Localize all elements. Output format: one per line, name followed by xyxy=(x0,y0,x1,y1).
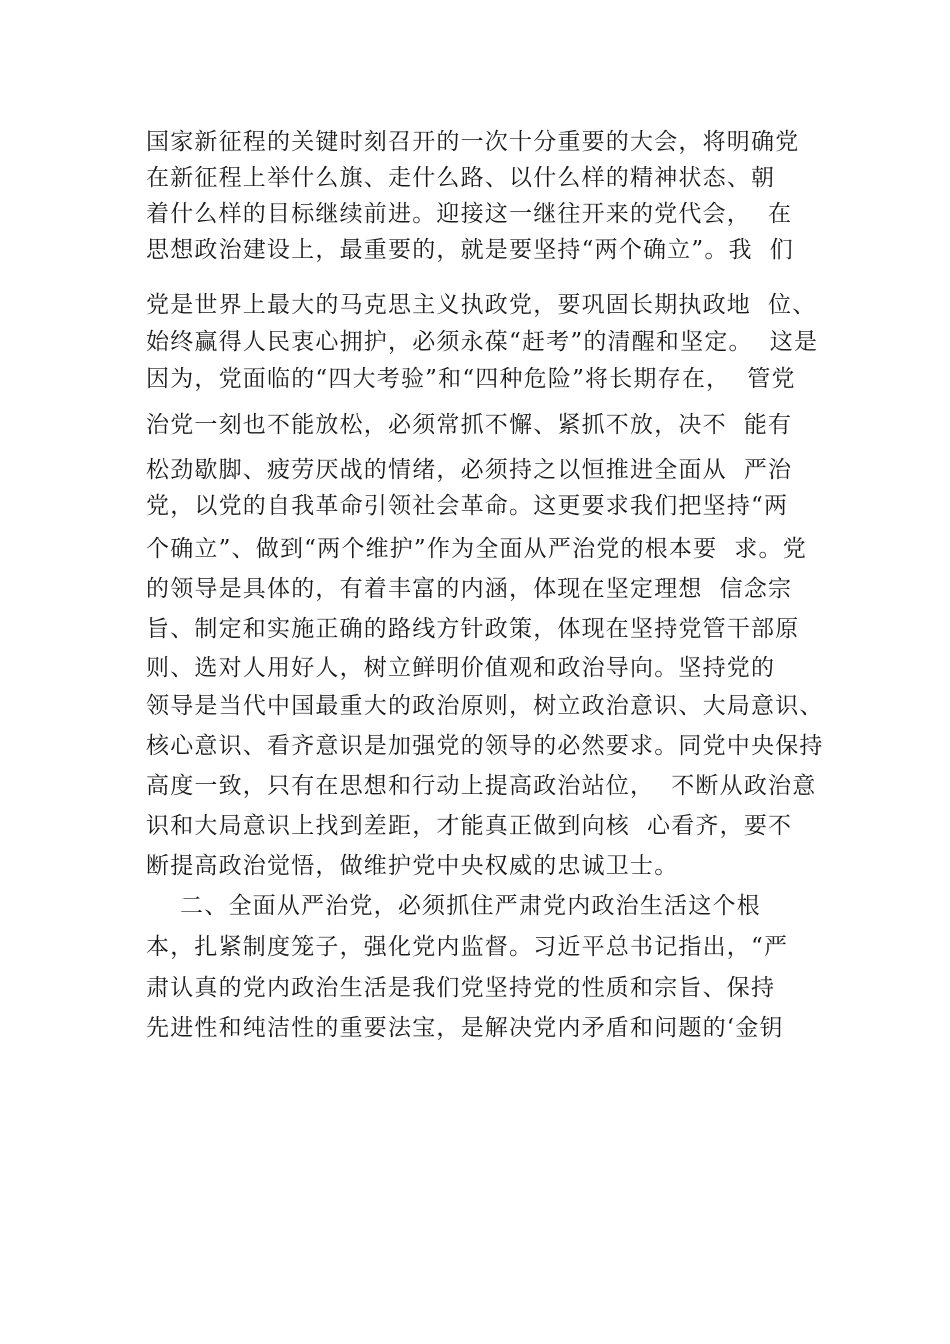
text-line: 始终赢得人民衷心拥护，必须永葆“赶考”的清醒和坚定。 这是 xyxy=(146,329,819,355)
text-line: 高度一致，只有在思想和行动上提高政治站位， 不断从政治意 xyxy=(146,773,817,799)
text-line: 旨、制定和实施正确的路线方针政策，体现在坚持党管干部原 xyxy=(146,616,800,642)
text-line: 的领导是具体的，有着丰富的内涵，体现在坚定理想 信念宗 xyxy=(146,576,793,602)
text-line: 核心意识、看齐意识是加强党的领导的必然要求。同党中央保持 xyxy=(146,733,824,759)
text-line: 党，以党的自我革命引领社会革命。这更要求我们把坚持“两 xyxy=(146,493,789,519)
text-line: 个确立”、做到“两个维护”作为全面从严治党的根本要 求。党 xyxy=(146,536,807,562)
text-line: 本，扎紧制度笼子，强化党内监督。习近平总书记指出，“严 xyxy=(146,934,789,960)
text-line: 则、选对人用好人，树立鲜明价值观和政治导向。坚持党的 xyxy=(146,655,776,681)
text-line: 国家新征程的关键时刻召开的一次十分重要的大会，将明确党 xyxy=(146,129,800,155)
text-line: 松劲歇脚、疲劳厌战的情绪，必须持之以恒推进全面从 严治 xyxy=(146,457,793,483)
text-line: 肃认真的党内政治生活是我们党坚持党的性质和宗旨、保持 xyxy=(146,975,776,1001)
text-line: 治党一刻也不能放松，必须常抓不懈、紧抓不放，决不 能有 xyxy=(146,412,793,438)
text-line: 识和大局意识上找到差距，才能真正做到向核 心看齐，要不 xyxy=(146,813,793,839)
text-line: 在新征程上举什么旗、走什么路、以什么样的精神状态、朝 xyxy=(146,165,776,191)
text-line: 因为，党面临的“四大考验”和“四种危险”将长期存在， 管党 xyxy=(146,366,796,392)
text-line: 思想政治建设上，最重要的，就是要坚持“两个确立”。我 们 xyxy=(146,237,794,263)
text-line: 党是世界上最大的马克思主义执政党，要巩固长期执政地 位、 xyxy=(146,292,817,318)
text-line: 领导是当代中国最重大的政治原则，树立政治意识、大局意识、 xyxy=(146,693,824,719)
text-line: 二、全面从严治党，必须抓住严肃党内政治生活这个根 xyxy=(146,893,761,919)
text-line: 断提高政治觉悟，做维护党中央权威的忠诚卫士。 xyxy=(146,853,679,879)
text-line: 着什么样的目标继续前进。迎接这一继往开来的党代会， 在 xyxy=(146,201,793,227)
text-line: 先进性和纯洁性的重要法宝，是解决党内矛盾和问题的‘金钥 xyxy=(146,1015,784,1041)
